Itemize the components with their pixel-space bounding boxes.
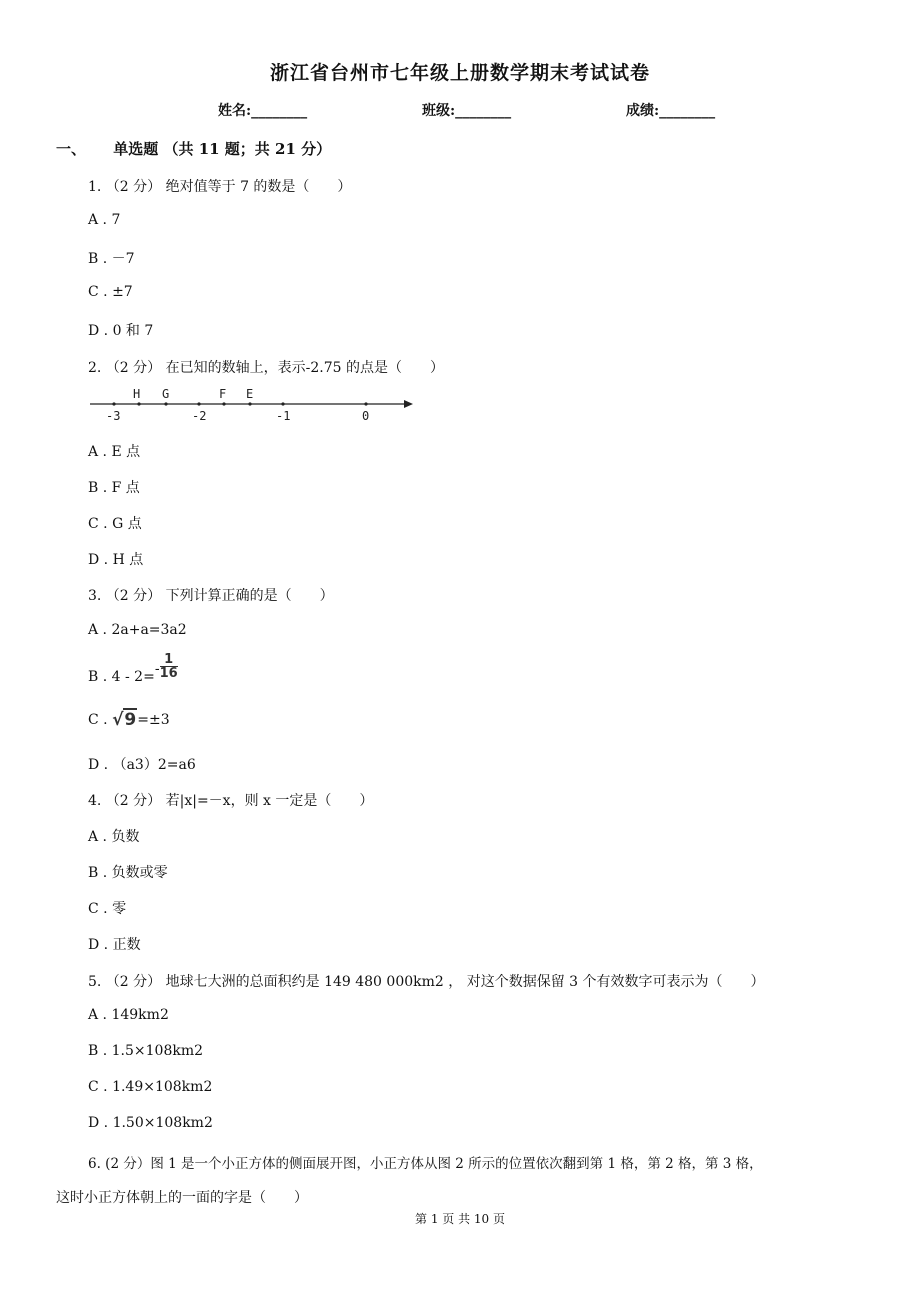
option-c-text: C . xyxy=(88,712,113,728)
question-3-stem: 3. （2 分） 下列计算正确的是（ ） xyxy=(88,588,334,604)
section-heading xyxy=(56,138,331,159)
point-f-dot xyxy=(222,402,225,405)
option-b-fraction xyxy=(160,653,178,680)
question-5-option-d: D . 1.50×108km2 xyxy=(88,1115,213,1131)
point-e-label: E xyxy=(246,387,254,401)
tick-dot-neg1 xyxy=(281,402,284,405)
number-line-figure xyxy=(86,383,416,425)
question-5-option-c: C . 1.49×108km2 xyxy=(88,1079,213,1095)
tick-label-neg3: -3 xyxy=(106,409,121,423)
tick-label-0: 0 xyxy=(362,409,370,423)
question-5-option-b: B . 1.5×108km2 xyxy=(88,1043,204,1059)
page-title: 浙江省台州市七年级上册数学期末考试试卷 xyxy=(269,62,650,84)
section-number: 一、 xyxy=(56,140,87,158)
question-4-option-a: A . 负数 xyxy=(88,829,140,845)
score-field: 成绩:________ xyxy=(626,103,716,119)
question-1-stem: 1. （2 分） 绝对值等于 7 的数是（ ） xyxy=(88,179,352,195)
tick-dot-0 xyxy=(364,402,367,405)
question-1-option-b: B . －7 xyxy=(88,251,135,267)
question-5-stem: 5. （2 分） 地球七大洲的总面积约是 149 480 000km2 ， 对这个数据保留 3 个有效数字可表示为（ ） xyxy=(88,974,765,990)
tick-label-neg1: -1 xyxy=(276,409,291,423)
question-3-option-d: D . （a3）2=a6 xyxy=(88,757,196,773)
point-f-label: F xyxy=(219,387,227,401)
question-4-option-d: D . 正数 xyxy=(88,937,141,953)
tick-dot-neg3 xyxy=(112,402,115,405)
question-4-option-c: C . 零 xyxy=(88,901,127,917)
option-b-sign: - xyxy=(154,661,160,677)
question-2-option-a: A . E 点 xyxy=(88,444,141,460)
number-line-arrow xyxy=(404,400,413,408)
question-3-option-a: A . 2a+a=3a2 xyxy=(88,622,187,638)
question-2-option-d: D . H 点 xyxy=(88,552,144,568)
square-root-icon: √9 xyxy=(112,710,137,730)
point-g-dot xyxy=(164,402,167,405)
tick-dot-neg2 xyxy=(197,402,200,405)
fraction-numerator: 1 xyxy=(160,653,178,667)
question-6-stem-line-2: 这时小正方体朝上的一面的字是（ ） xyxy=(56,1190,308,1206)
tick-label-neg2: -2 xyxy=(192,409,207,423)
question-3-option-b xyxy=(88,652,178,686)
option-c-equals: =±3 xyxy=(137,712,170,728)
section-title: 单选题 （共 11 题；共 21 分） xyxy=(113,140,332,158)
question-4-option-b: B . 负数或零 xyxy=(88,865,168,881)
question-3-option-c xyxy=(88,704,170,736)
question-1-option-c: C . ±7 xyxy=(88,284,133,300)
point-g-label: G xyxy=(162,387,170,401)
point-h-dot xyxy=(137,402,140,405)
question-4-stem: 4. （2 分） 若|x|=－x，则 x 一定是（ ） xyxy=(88,793,374,809)
question-5-option-a: A . 149km2 xyxy=(88,1007,169,1023)
name-field: 姓名:________ xyxy=(218,103,308,119)
point-e-dot xyxy=(248,402,251,405)
question-1-option-d: D . 0 和 7 xyxy=(88,323,154,339)
fraction-denominator: 16 xyxy=(159,666,178,681)
class-field: 班级:________ xyxy=(422,103,512,119)
page-footer: 第 1 页 共 10 页 xyxy=(415,1212,505,1226)
question-2-stem: 2. （2 分） 在已知的数轴上，表示-2.75 的点是（ ） xyxy=(88,360,444,376)
question-1-option-a: A . 7 xyxy=(88,212,121,228)
question-2-option-b: B . F 点 xyxy=(88,480,140,496)
question-6-stem-line-1: 6. (2 分）图 1 是一个小正方体的侧面展开图，小正方体从图 2 所示的位置依次翻到第 1 格，第 2 格，第 3 格， xyxy=(88,1156,763,1172)
option-b-text: B . 4 - 2= xyxy=(88,669,155,685)
question-2-option-c: C . G 点 xyxy=(88,516,142,532)
point-h-label: H xyxy=(133,387,141,401)
